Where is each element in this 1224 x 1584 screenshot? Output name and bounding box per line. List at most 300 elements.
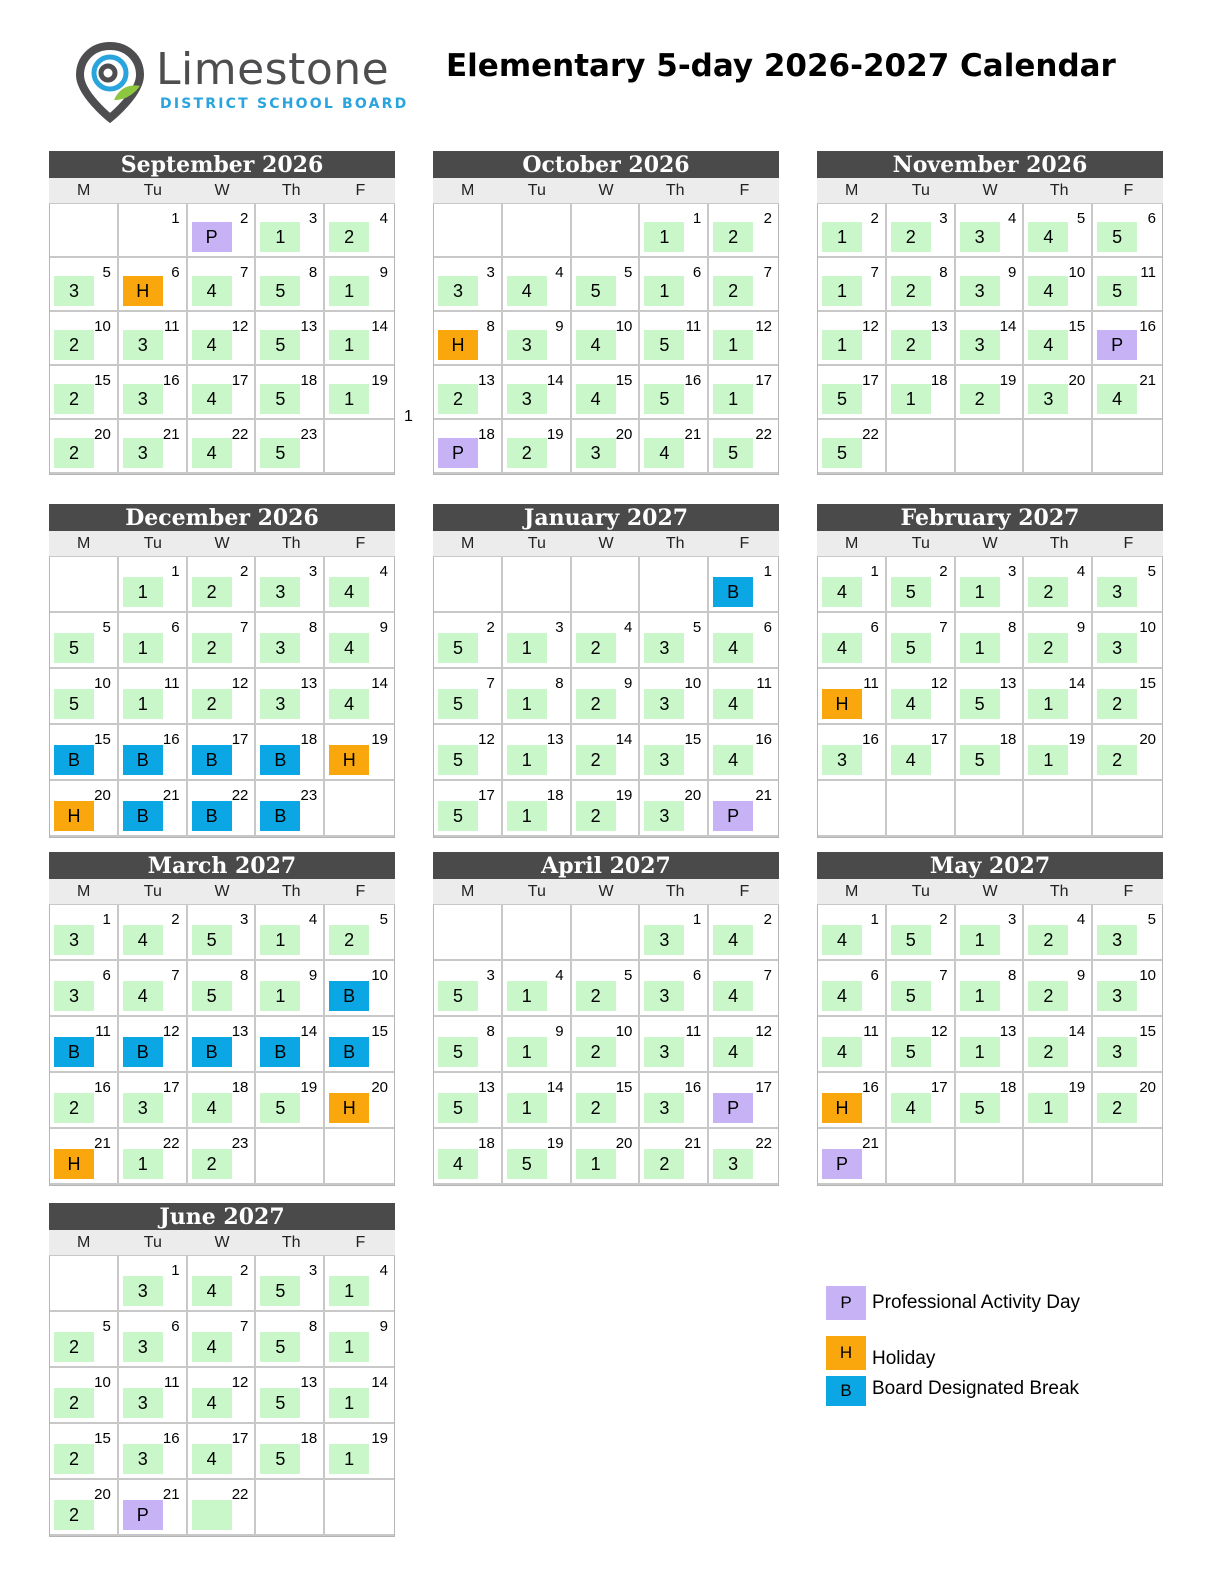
day-cell — [188, 1312, 257, 1368]
day-number: 16 — [94, 1079, 111, 1096]
weekday-label: Tu — [527, 883, 546, 900]
day-number: 4 — [1008, 210, 1017, 227]
weekday-label: M — [844, 535, 859, 552]
day-cell — [640, 905, 709, 961]
day-number: 10 — [94, 675, 111, 692]
empty-cell — [503, 204, 572, 258]
day-cell — [188, 312, 257, 366]
day-number: 20 — [94, 1486, 111, 1503]
day-number: 19 — [300, 1079, 318, 1096]
day-cell — [572, 1073, 641, 1129]
empty-cell — [887, 781, 956, 837]
day-cell — [572, 725, 641, 781]
weekday-label: W — [598, 883, 614, 900]
day-number: 16 — [684, 372, 702, 389]
weekday-label: Th — [1049, 883, 1069, 900]
day-cell — [50, 1368, 119, 1424]
empty-cell — [1093, 420, 1162, 474]
day-code-badge: 3 — [438, 276, 478, 306]
day-code-badge: 5 — [507, 1149, 547, 1179]
day-code-badge: 5 — [260, 1444, 300, 1474]
day-number: 11 — [685, 1023, 702, 1040]
day-number: 16 — [1139, 318, 1156, 335]
day-cell — [709, 1073, 778, 1129]
day-cell — [256, 1424, 325, 1480]
day-code-badge: 4 — [713, 981, 753, 1011]
empty-cell — [1024, 1129, 1093, 1185]
day-cell — [572, 258, 641, 312]
weekday-header — [433, 178, 779, 204]
weekday-label: Th — [1049, 182, 1069, 199]
day-code-badge: 1 — [713, 384, 753, 414]
day-number: 4 — [1076, 563, 1086, 580]
day-number: 7 — [171, 967, 180, 984]
day-number: 22 — [231, 787, 249, 804]
weekday-label: M — [76, 182, 91, 199]
day-code-badge: 1 — [822, 276, 862, 306]
day-cell — [572, 669, 641, 725]
day-cell — [709, 420, 778, 474]
day-code-badge: 5 — [891, 633, 931, 663]
day-number: 22 — [231, 1486, 249, 1503]
day-number: 17 — [862, 372, 879, 389]
day-number: 21 — [162, 1486, 180, 1503]
weekday-label: Tu — [143, 182, 162, 199]
day-cell — [818, 420, 887, 474]
day-cell — [709, 1017, 778, 1073]
day-number: 1 — [171, 210, 180, 227]
logo-subtitle: DISTRICT SCHOOL BOARD — [160, 96, 409, 112]
day-number: 5 — [1147, 563, 1156, 580]
day-code-badge: 2 — [329, 925, 369, 955]
day-code-badge: 2 — [891, 222, 931, 252]
day-cell — [709, 312, 778, 366]
day-number: 14 — [1068, 675, 1086, 692]
day-cell — [119, 725, 188, 781]
day-number: 7 — [763, 264, 772, 281]
day-code-badge: 3 — [123, 1093, 163, 1123]
day-cell — [572, 781, 641, 837]
day-code-badge: 5 — [822, 384, 862, 414]
day-cell — [503, 366, 572, 420]
empty-cell — [572, 557, 641, 613]
day-cell — [956, 961, 1025, 1017]
day-number: 15 — [615, 1079, 633, 1096]
day-number: 6 — [171, 264, 180, 281]
day-code-badge: 5 — [438, 633, 478, 663]
day-number: 5 — [1076, 210, 1086, 227]
day-cell — [709, 204, 778, 258]
day-cell — [709, 366, 778, 420]
day-number: 2 — [870, 210, 879, 227]
day-number: 13 — [478, 372, 495, 389]
day-cell — [119, 781, 188, 837]
day-cell — [256, 366, 325, 420]
day-code-badge: 3 — [644, 633, 684, 663]
day-code-badge: 2 — [1028, 633, 1068, 663]
month-days-grid — [49, 557, 395, 838]
day-code-badge: 1 — [960, 925, 1000, 955]
day-cell — [1024, 961, 1093, 1017]
day-code-badge: 4 — [192, 1093, 232, 1123]
day-cell — [188, 366, 257, 420]
day-number: 2 — [939, 563, 948, 580]
day-cell — [818, 725, 887, 781]
day-number: 18 — [300, 1430, 318, 1447]
day-code-badge: 4 — [192, 1332, 232, 1362]
day-cell — [188, 420, 257, 474]
day-code-badge: 4 — [192, 276, 232, 306]
empty-cell — [1024, 420, 1093, 474]
weekday-label: Th — [665, 883, 685, 900]
weekday-label: M — [76, 535, 91, 552]
day-number: 21 — [755, 787, 772, 804]
day-code-badge: 2 — [891, 276, 931, 306]
day-code-badge: 2 — [576, 1093, 616, 1123]
day-number: 23 — [300, 426, 318, 443]
day-code-badge: 1 — [260, 981, 300, 1011]
day-cell — [887, 312, 956, 366]
month-april-2027 — [433, 852, 779, 1186]
day-number: 13 — [999, 1023, 1017, 1040]
empty-cell — [434, 204, 503, 258]
day-number: 18 — [300, 731, 318, 748]
day-cell — [188, 905, 257, 961]
day-cell — [887, 725, 956, 781]
month-november-2026 — [817, 151, 1163, 475]
day-number: 15 — [684, 731, 702, 748]
day-cell — [256, 204, 325, 258]
day-code-badge: 3 — [960, 222, 1000, 252]
weekday-header — [817, 879, 1163, 905]
day-cell — [709, 557, 778, 613]
day-number: 18 — [231, 1079, 249, 1096]
weekday-label: M — [76, 1234, 91, 1251]
empty-cell — [887, 420, 956, 474]
empty-cell — [956, 781, 1025, 837]
day-cell — [188, 258, 257, 312]
day-code-badge: 2 — [891, 330, 931, 360]
day-cell — [256, 420, 325, 474]
day-cell — [188, 669, 257, 725]
day-number: 9 — [555, 318, 564, 335]
day-code-badge: 1 — [123, 633, 163, 663]
day-number: 8 — [1008, 967, 1017, 984]
day-code-badge: 4 — [822, 925, 862, 955]
day-number: 20 — [371, 1079, 388, 1096]
day-number: 3 — [486, 264, 495, 281]
day-cell — [887, 1073, 956, 1129]
day-cell — [256, 1017, 325, 1073]
day-cell — [325, 905, 394, 961]
day-cell — [818, 557, 887, 613]
day-number: 7 — [870, 264, 879, 281]
day-cell — [640, 781, 709, 837]
day-number: 18 — [478, 426, 495, 443]
month-december-2026 — [49, 504, 395, 838]
day-cell — [325, 613, 394, 669]
day-number: 18 — [478, 1135, 495, 1152]
day-cell — [1024, 905, 1093, 961]
day-number: 19 — [999, 372, 1017, 389]
day-number: 5 — [624, 264, 633, 281]
empty-cell — [1024, 781, 1093, 837]
day-code-badge: 4 — [1028, 330, 1068, 360]
day-code-badge: 4 — [192, 1276, 232, 1306]
day-code-badge: 2 — [713, 276, 753, 306]
day-number: 14 — [371, 318, 388, 335]
weekday-label: F — [1123, 535, 1134, 552]
day-cell — [956, 905, 1025, 961]
day-cell — [640, 669, 709, 725]
day-number: 2 — [240, 1262, 249, 1279]
day-cell — [640, 1017, 709, 1073]
day-code-badge: 3 — [644, 745, 684, 775]
day-number: 6 — [692, 967, 702, 984]
day-number: 2 — [763, 210, 772, 227]
day-number: 15 — [1139, 675, 1156, 692]
day-cell — [818, 258, 887, 312]
day-number: 14 — [1068, 1023, 1086, 1040]
day-number: 9 — [1008, 264, 1017, 281]
day-code-badge: 3 — [644, 689, 684, 719]
day-cell — [956, 557, 1025, 613]
month-title: May 2027 — [817, 852, 1163, 879]
day-number: 17 — [231, 372, 249, 389]
day-code-badge: 2 — [54, 438, 94, 468]
day-number: 14 — [371, 1374, 388, 1391]
day-code-badge: 3 — [960, 330, 1000, 360]
day-cell — [434, 258, 503, 312]
weekday-label: Th — [281, 182, 301, 199]
weekday-header — [49, 178, 395, 204]
day-cell — [325, 1368, 394, 1424]
weekday-label: W — [598, 535, 614, 552]
day-number: 6 — [1147, 210, 1156, 227]
day-cell — [188, 725, 257, 781]
day-cell — [119, 1073, 188, 1129]
day-number: 9 — [624, 675, 633, 692]
day-cell — [640, 366, 709, 420]
day-number: 4 — [308, 911, 318, 928]
day-cell — [503, 961, 572, 1017]
day-number: 11 — [863, 675, 879, 692]
day-number: 23 — [231, 1135, 249, 1152]
day-code-badge: B — [329, 1037, 369, 1067]
day-number: 21 — [684, 426, 702, 443]
day-code-badge: 2 — [960, 384, 1000, 414]
day-cell — [325, 366, 394, 420]
day-cell — [818, 961, 887, 1017]
month-days-grid — [817, 557, 1163, 838]
day-code-badge: 5 — [260, 330, 300, 360]
empty-cell — [325, 1480, 394, 1536]
day-code-badge: 3 — [260, 689, 300, 719]
day-cell — [188, 1073, 257, 1129]
day-cell — [188, 1480, 257, 1536]
day-number: 22 — [755, 1135, 772, 1152]
day-cell — [503, 258, 572, 312]
day-number: 21 — [94, 1135, 111, 1152]
day-number: 4 — [555, 264, 564, 281]
day-number: 16 — [755, 731, 772, 748]
day-cell — [709, 1129, 778, 1185]
day-number: 18 — [999, 731, 1017, 748]
day-number: 9 — [1076, 967, 1086, 984]
day-number: 16 — [862, 731, 879, 748]
day-cell — [709, 258, 778, 312]
day-code-badge: 3 — [54, 925, 94, 955]
day-code-badge: H — [329, 745, 369, 775]
day-code-badge: 1 — [329, 1332, 369, 1362]
day-code-badge: 2 — [644, 1149, 684, 1179]
month-days-grid — [433, 204, 779, 475]
day-number: 6 — [870, 619, 879, 636]
day-number: 15 — [94, 372, 111, 389]
day-number: 12 — [862, 318, 879, 335]
weekday-header — [49, 531, 395, 557]
day-code-badge: 1 — [507, 1037, 547, 1067]
weekday-label: W — [598, 182, 614, 199]
day-cell — [256, 613, 325, 669]
day-number: 3 — [486, 967, 495, 984]
day-code-badge: 4 — [507, 276, 547, 306]
weekday-label: Th — [665, 182, 685, 199]
empty-cell — [503, 905, 572, 961]
day-code-badge: 4 — [576, 330, 616, 360]
day-code-badge: B — [260, 1037, 300, 1067]
day-cell — [1093, 1017, 1162, 1073]
day-code-badge: 1 — [1028, 1093, 1068, 1123]
day-number: 14 — [546, 1079, 564, 1096]
month-june-2027 — [49, 1203, 395, 1537]
day-code-badge: 3 — [123, 438, 163, 468]
day-code-badge: 4 — [192, 330, 232, 360]
day-number: 10 — [94, 318, 111, 335]
day-cell — [256, 961, 325, 1017]
day-number: 21 — [684, 1135, 702, 1152]
weekday-header — [49, 1230, 395, 1256]
weekday-label: Tu — [143, 1234, 162, 1251]
weekday-header — [433, 879, 779, 905]
day-number: 17 — [930, 731, 948, 748]
day-code-badge: 4 — [192, 1444, 232, 1474]
day-cell — [434, 781, 503, 837]
day-cell — [256, 312, 325, 366]
day-number: 10 — [1139, 619, 1156, 636]
weekday-label: M — [76, 883, 91, 900]
day-number: 17 — [755, 1079, 772, 1096]
day-code-badge: 1 — [123, 577, 163, 607]
day-number: 5 — [102, 264, 111, 281]
weekday-label: Tu — [527, 535, 546, 552]
day-number: 20 — [1139, 1079, 1156, 1096]
day-code-badge: 1 — [507, 981, 547, 1011]
day-code-badge: B — [123, 1037, 163, 1067]
day-code-badge: 2 — [1028, 981, 1068, 1011]
day-number: 6 — [171, 1318, 180, 1335]
day-code-badge: 2 — [1097, 745, 1137, 775]
day-number: 19 — [546, 426, 564, 443]
stray-note: 1 — [404, 408, 413, 425]
day-code-badge: 1 — [1028, 689, 1068, 719]
legend-label: Holiday — [872, 1348, 936, 1369]
month-title: November 2026 — [817, 151, 1163, 178]
day-cell — [818, 366, 887, 420]
day-code-badge: 2 — [1097, 689, 1137, 719]
day-cell — [956, 725, 1025, 781]
day-cell — [188, 204, 257, 258]
day-cell — [956, 613, 1025, 669]
day-cell — [50, 258, 119, 312]
day-code-badge: 1 — [644, 276, 684, 306]
day-code-badge: B — [54, 1037, 94, 1067]
weekday-label: F — [355, 883, 366, 900]
weekday-label: M — [460, 883, 475, 900]
day-code-badge: 5 — [438, 1037, 478, 1067]
day-code-badge: 4 — [329, 633, 369, 663]
day-number: 4 — [379, 563, 388, 580]
day-cell — [572, 1017, 641, 1073]
day-number: 9 — [379, 1318, 388, 1335]
day-code-badge: 2 — [713, 222, 753, 252]
day-code-badge: 5 — [260, 384, 300, 414]
day-code-badge: B — [192, 745, 232, 775]
day-code-badge: P — [822, 1149, 862, 1179]
day-code-badge: 1 — [507, 745, 547, 775]
day-number: 15 — [371, 1023, 388, 1040]
weekday-label: Th — [281, 535, 301, 552]
day-code-badge: 1 — [960, 1037, 1000, 1067]
day-code-badge: B — [260, 801, 300, 831]
day-code-badge: 4 — [192, 384, 232, 414]
month-days-grid — [817, 905, 1163, 1186]
day-number: 5 — [379, 911, 388, 928]
day-code-badge: 1 — [960, 577, 1000, 607]
day-number: 20 — [94, 426, 111, 443]
month-days-grid — [49, 905, 395, 1186]
weekday-label: Tu — [527, 182, 546, 199]
month-title: January 2027 — [433, 504, 779, 531]
day-number: 20 — [1139, 731, 1156, 748]
day-number: 3 — [308, 210, 318, 227]
day-number: 3 — [240, 911, 249, 928]
day-code-badge: 4 — [822, 633, 862, 663]
day-cell — [709, 725, 778, 781]
day-cell — [503, 669, 572, 725]
day-number: 3 — [555, 619, 564, 636]
day-number: 5 — [102, 1318, 111, 1335]
day-cell — [434, 669, 503, 725]
day-number: 2 — [486, 619, 495, 636]
day-cell — [256, 669, 325, 725]
day-code-badge: 2 — [576, 633, 616, 663]
day-code-badge: 3 — [507, 330, 547, 360]
day-code-badge: 2 — [54, 1093, 94, 1123]
day-code-badge: 5 — [576, 276, 616, 306]
day-number: 15 — [1068, 318, 1086, 335]
weekday-label: F — [355, 182, 366, 199]
day-number: 14 — [615, 731, 633, 748]
day-number: 4 — [379, 1262, 388, 1279]
day-cell — [572, 420, 641, 474]
day-number: 4 — [624, 619, 633, 636]
day-code-badge: 1 — [329, 384, 369, 414]
day-number: 20 — [684, 787, 702, 804]
day-cell — [818, 1073, 887, 1129]
page-title: Elementary 5-day 2026-2027 Calendar — [446, 48, 1116, 84]
day-cell — [325, 725, 394, 781]
